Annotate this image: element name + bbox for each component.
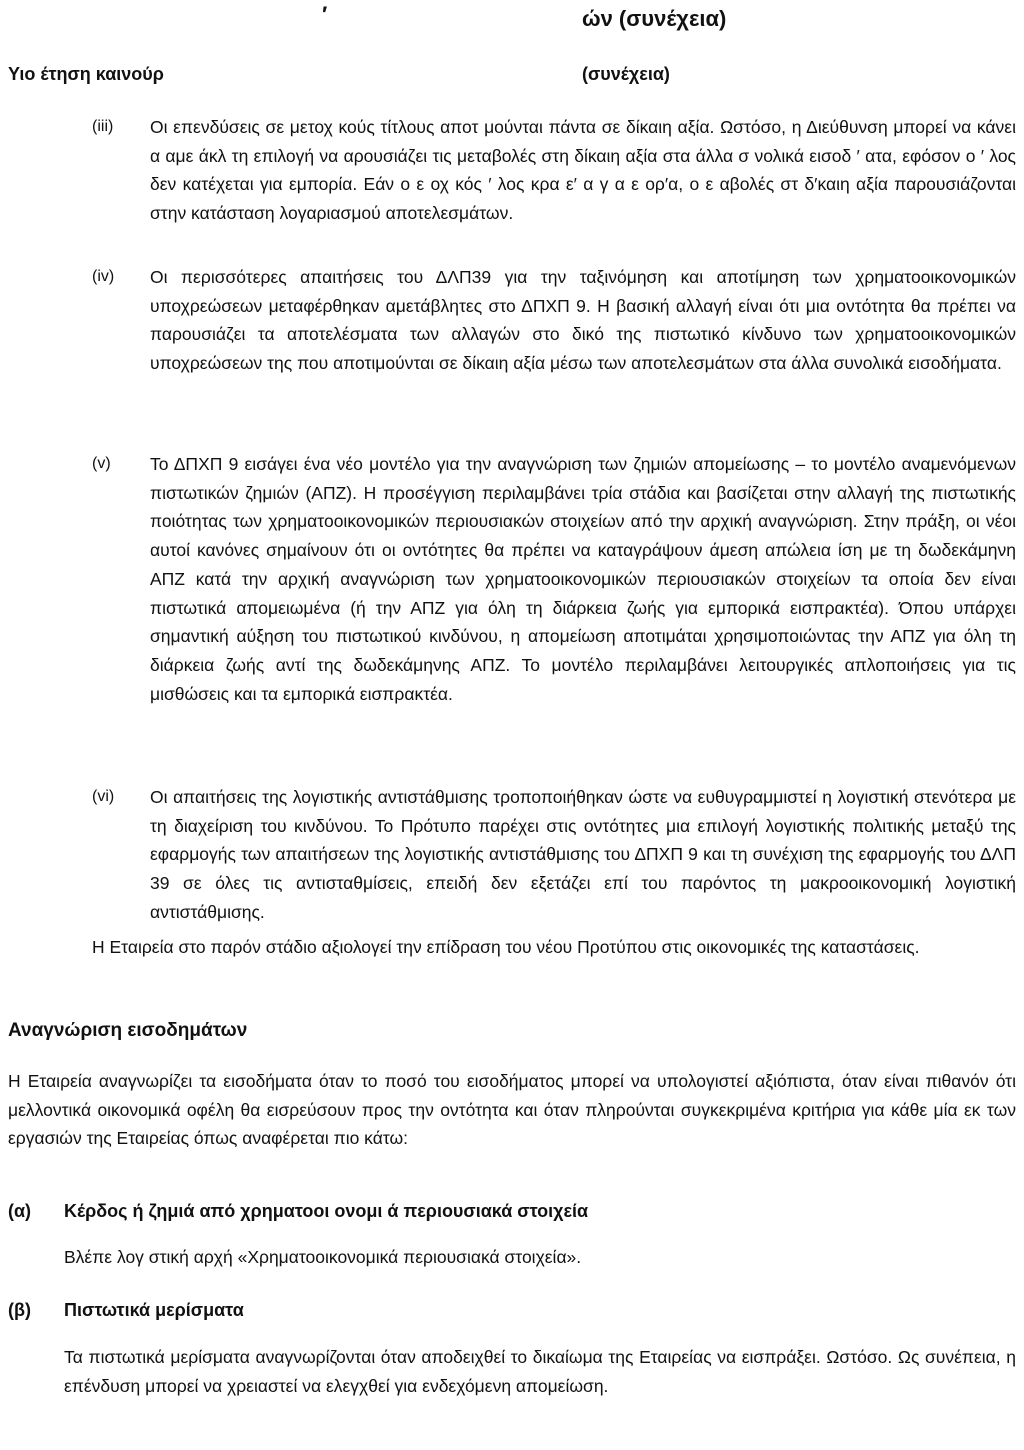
subsection-text-a: Βλέπε λογ στική αρχή «Χρηματοοικονομικά περιουσιακά στοιχεία». xyxy=(64,1247,582,1267)
subsection-label-b: (β) xyxy=(8,1300,31,1320)
revenue-intro: Η Εταιρεία αναγνωρίζει τα εισοδήματα όταν το ποσό του εισοδήματος μπορεί να υπολογιστεί αξιόπιστα, όταν είναι πιθανόν ότι μελλοντικά οικονομικά οφέλη θα εισρεύσουν προς την οντότητα και όταν πληρούνται συγκεκριμένα κριτήρια για κάθε μία εκ των εργασιών της Εταιρείας όπως αναφέρεται πιο κάτω: xyxy=(8,1071,1016,1149)
header-left-label: Υιο έτηση καινούρ xyxy=(8,64,164,84)
header-mark: ′ xyxy=(322,2,328,27)
item-number-vi: (vi) xyxy=(92,788,115,805)
subsection-label-a: (α) xyxy=(8,1201,32,1221)
subsection-title-b: Πιστωτικά μερίσματα xyxy=(64,1300,244,1320)
item-text-iv: Οι περισσότερες απαιτήσεις του ΔΛΠ39 για την ταξινόμηση και αποτίμηση των χρηματοοικονομικών υποχρεώσεων μεταφέρθηκαν αμετάβλητες στο ΔΠΧΠ 9. Η βασική αλλαγή είναι ότι μια οντότητα θα πρέπει να παρουσιάζει τα αποτελέσματα των αλλαγών στο δικό της πιστωτικό κίνδυνο των χρηματοοικονομικών υποχρεώσεων της που αποτιμούνται σε δίκαιη αξία μέσω των αποτελεσμάτων στα άλλα συνολικά εισοδήματα. xyxy=(150,267,1016,374)
item-text-vi: Οι απαιτήσεις της λογιστικής αντιστάθμισης τροποποιήθηκαν ώστε να ευθυγραμμιστεί η λογιστική στενότερα με τη διαχείριση του κινδύνου. Το Πρότυπο παρέχει στις οντότητες μια επιλογή λογιστικής πολιτικής μεταξύ της εφαρμογής των απαιτήσεων της λογιστικής αντιστάθμισης του ΔΠΧΠ 9 και τη συνέχιση της εφαρμογής του ΔΛΠ 39 σε όλες τις αντισταθμίσεις, επειδή δεν εξετάζει επί του παρόντος τη μακροοικονομική λογιστική αντιστάθμισης. xyxy=(150,787,1016,922)
item-text-v: Το ΔΠΧΠ 9 εισάγει ένα νέο μοντέλο για την αναγνώριση των ζημιών απομείωσης – το μοντέλο αναμενόμενων πιστωτικών ζημιών (ΑΠΖ). Η προσέγγιση περιλαμβάνει τρία στάδια και βασίζεται στην αλλαγή της πιστωτικής ποιότητας των χρηματοοικονομικών περιουσιακών στοιχείων από την αρχική αναγνώριση. Στην πράξη, οι νέοι αυτοί κανόνες σημαίνουν ότι οι οντότητες θα πρέπει να καταγράψουν άμεση απώλεια ίση με τη δωδεκάμηνη ΑΠΖ κατά την αρχική αναγνώριση των χρηματοοικονομικών περιουσιακών στοιχείων τα οποία δεν είναι πιστωτικά απομειωμένα (ή την ΑΠΖ για όλη τη διάρκεια ζωής για εμπορικά εισπρακτέα). Όπου υπάρχει σημαντική αύξηση του πιστωτικού κινδύνου, η απομείωση αποτιμάται χρησιμοποιώντας την ΑΠΖ για όλη τη διάρκεια ζωής αντί της δωδεκάμηνης ΑΠΖ. Το μοντέλο περιλαμβάνει λειτουργικές απλοποιήσεις για τις μισθώσεις και τα εμπορικά εισπρακτέα. xyxy=(150,454,1016,704)
page-title: ών (συνέχεια) xyxy=(582,6,727,31)
conclusion-paragraph: Η Εταιρεία στο παρόν στάδιο αξιολογεί την επίδραση του νέου Προτύπου στις οικονομικές της καταστάσεις. xyxy=(92,937,920,957)
item-number-iv: (iv) xyxy=(92,268,115,285)
section-title-revenue: Αναγνώριση εισοδημάτων xyxy=(8,1020,248,1041)
item-text-iii: Οι επενδύσεις σε μετοχ κούς τίτλους αποτ μούνται πάντα σε δίκαιη αξία. Ωστόσο, η Διεύθυνση μπορεί να κάνει α αμε άκλ τη επιλογή να αρουσιάζει τις μεταβολές στη δίκαιη αξία στα άλλα σ νολικά εισοδ ′ ατα, εφόσον ο ′ λος δεν κατέχεται για εμπορία. Εάν ο ε οχ κός ′ λος κρα ε′ α γ α ε ορ′α, ο ε αβολές στ δ′καιη αξία παρουσιάζονται στην κατάσταση λογαριασμού αποτελεσμάτων. xyxy=(150,117,1016,224)
item-number-iii: (iii) xyxy=(92,118,114,135)
subsection-text-b: Τα πιστωτικά μερίσματα αναγνωρίζονται όταν αποδειχθεί το δικαίωμα της Εταιρείας να εισπράξει. Ωστόσο. Ως συνέπεια, η επένδυση μπορεί να χρειαστεί να ελεγχθεί για ενδεχόμενη απομείωση. xyxy=(64,1347,1016,1396)
header-right-label: (συνέχεια) xyxy=(582,64,670,84)
item-number-v: (v) xyxy=(92,455,111,472)
subsection-title-a: Κέρδος ή ζημιά από χρηματοοι ονομι ά περιουσιακά στοιχεία xyxy=(64,1201,589,1221)
